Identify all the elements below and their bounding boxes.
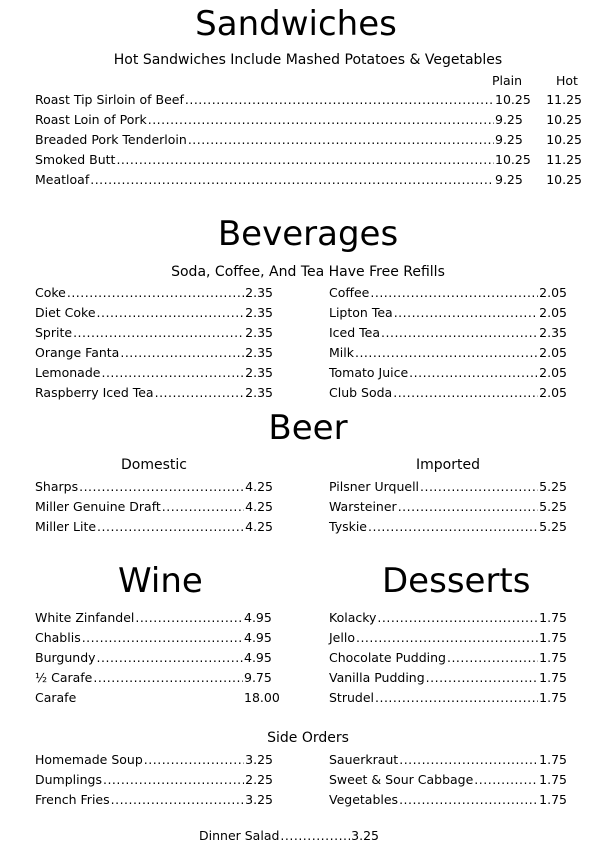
dessert-row (329, 608, 567, 628)
side-order-row (35, 750, 273, 770)
item-price: 1.75 (539, 792, 567, 807)
item-price: 2.35 (245, 325, 273, 340)
item-price: 5.25 (539, 479, 567, 494)
item-name: Diet Coke (35, 305, 96, 320)
item-price: 1.75 (539, 752, 567, 767)
item-price: 9.75 (244, 670, 272, 685)
sandwiches-subtitle: Hot Sandwiches Include Mashed Potatoes & Vegetables (113, 52, 503, 68)
leader-dots (144, 750, 244, 770)
wine-title: Wine (118, 561, 203, 601)
leader-dots (356, 628, 538, 648)
hot-price: 11.25 (546, 92, 582, 107)
sandwich-row (35, 150, 582, 170)
leader-dots (368, 517, 538, 537)
leader-dots (188, 130, 494, 150)
beverage-row (35, 303, 273, 323)
item-name: Milk (329, 345, 354, 360)
side-order-row (35, 770, 273, 790)
plain-price: 9.25 (495, 112, 523, 127)
item-name: Burgundy (35, 650, 96, 665)
plain-price: 10.25 (495, 152, 531, 167)
item-name: Carafe (35, 690, 77, 705)
item-price: 1.75 (539, 630, 567, 645)
leader-dots (73, 323, 244, 343)
side-order-row (329, 750, 567, 770)
leader-dots (377, 608, 538, 628)
leader-dots (101, 363, 244, 383)
item-name: Coke (35, 285, 66, 300)
item-name: Meatloaf (35, 172, 90, 187)
leader-dots (162, 497, 244, 517)
item-name: Coffee (329, 285, 370, 300)
imported-label: Imported (416, 457, 480, 473)
item-price: 2.05 (539, 305, 567, 320)
leader-dots (111, 790, 245, 810)
item-price: 5.25 (539, 519, 567, 534)
beer-row (329, 477, 567, 497)
plain-price: 9.25 (495, 132, 523, 147)
item-name: Lipton Tea (329, 305, 393, 320)
beer-row (329, 517, 567, 537)
item-price: 2.35 (245, 285, 273, 300)
leader-dots (97, 517, 244, 537)
item-price: 4.25 (245, 499, 273, 514)
item-name: Kolacky (329, 610, 377, 625)
leader-dots (420, 477, 538, 497)
leader-dots (135, 608, 243, 628)
wine-row (35, 608, 282, 628)
side-order-row (329, 770, 567, 790)
item-name: Strudel (329, 690, 374, 705)
item-price: 2.05 (539, 385, 567, 400)
item-name: Warsteiner (329, 499, 397, 514)
hot-price: 10.25 (546, 112, 582, 127)
leader-dots (79, 477, 244, 497)
item-name: Orange Fanta (35, 345, 120, 360)
item-name: Homemade Soup (35, 752, 143, 767)
leader-dots (97, 648, 243, 668)
item-name: Club Soda (329, 385, 393, 400)
item-name: Sweet & Sour Cabbage (329, 772, 474, 787)
beer-row (35, 477, 273, 497)
beverage-row (329, 343, 567, 363)
hot-price: 11.25 (546, 152, 582, 167)
item-name: Jello (329, 630, 355, 645)
item-name: Miller Genuine Draft (35, 499, 161, 514)
beer-title: Beer (268, 408, 348, 448)
hot-column-header: Hot (556, 73, 578, 88)
leader-dots (381, 323, 538, 343)
item-name: Vanilla Pudding (329, 670, 425, 685)
item-price: 1.75 (539, 690, 567, 705)
item-price: 4.95 (244, 650, 272, 665)
item-name: Tomato Juice (329, 365, 409, 380)
plain-price: 9.25 (495, 172, 523, 187)
item-price: 2.35 (245, 365, 273, 380)
wine-row (35, 668, 282, 688)
item-name: Raspberry Iced Tea (35, 385, 154, 400)
wine-row (35, 628, 282, 648)
item-price: 18.00 (244, 690, 280, 705)
wine-row (35, 688, 282, 708)
item-name: French Fries (35, 792, 110, 807)
leader-dots (355, 343, 538, 363)
leader-dots (409, 363, 538, 383)
item-name: Tyskie (329, 519, 368, 534)
beverage-row (329, 303, 567, 323)
wine-row (35, 648, 282, 668)
item-name: Chocolate Pudding (329, 650, 446, 665)
leader-dots (82, 628, 243, 648)
item-price: 1.75 (539, 772, 567, 787)
side-order-row (35, 790, 273, 810)
item-price: 2.35 (539, 325, 567, 340)
leader-dots (155, 383, 245, 403)
leader-dots (148, 110, 494, 130)
beverage-row (35, 283, 273, 303)
beverage-row (329, 363, 567, 383)
item-price: 2.05 (539, 365, 567, 380)
item-price: 4.95 (244, 610, 272, 625)
beer-row (329, 497, 567, 517)
item-name: Roast Tip Sirloin of Beef (35, 92, 184, 107)
plain-column-header: Plain (492, 73, 523, 88)
side-order-row (329, 790, 567, 810)
dessert-row (329, 688, 567, 708)
item-name: Sprite (35, 325, 73, 340)
beverage-row (329, 283, 567, 303)
item-name: Pilsner Urquell (329, 479, 420, 494)
item-name: Sauerkraut (329, 752, 399, 767)
item-name: Dumplings (35, 772, 102, 787)
leader-dots (370, 283, 538, 303)
leader-dots (93, 668, 243, 688)
sandwich-row (35, 110, 582, 130)
item-price: 2.05 (539, 345, 567, 360)
item-price: 4.25 (245, 519, 273, 534)
dinner-salad-row (199, 826, 379, 846)
leader-dots (116, 150, 494, 170)
domestic-label: Domestic (121, 457, 187, 473)
item-price: 1.75 (539, 670, 567, 685)
item-price: 4.95 (244, 630, 272, 645)
leader-dots (67, 283, 244, 303)
desserts-title: Desserts (382, 561, 531, 601)
beverage-row (329, 323, 567, 343)
leader-dots (120, 343, 244, 363)
item-price: 3.25 (245, 792, 273, 807)
beverage-row (35, 383, 273, 403)
item-price: 2.35 (245, 345, 273, 360)
leader-dots (399, 790, 538, 810)
leader-dots (97, 303, 245, 323)
dessert-row (329, 668, 567, 688)
beverages-subtitle: Soda, Coffee, And Tea Have Free Refills (171, 264, 445, 280)
item-name: Iced Tea (329, 325, 381, 340)
item-name: Miller Lite (35, 519, 97, 534)
hot-price: 10.25 (546, 132, 582, 147)
sandwich-row (35, 90, 582, 110)
leader-dots (474, 770, 538, 790)
leader-dots (393, 383, 538, 403)
item-name: Dinner Salad (199, 828, 280, 843)
item-name: Chablis (35, 630, 81, 645)
sandwich-row (35, 170, 582, 190)
dessert-row (329, 648, 567, 668)
plain-price: 10.25 (495, 92, 531, 107)
leader-dots (90, 170, 494, 190)
item-price: 4.25 (245, 479, 273, 494)
item-name: Breaded Pork Tenderloin (35, 132, 187, 147)
beer-row (35, 517, 273, 537)
leader-dots (185, 90, 494, 110)
item-name: Lemonade (35, 365, 101, 380)
hot-price: 10.25 (546, 172, 582, 187)
item-name: Smoked Butt (35, 152, 116, 167)
leader-dots (447, 648, 538, 668)
dessert-row (329, 628, 567, 648)
sandwiches-title: Sandwiches (195, 4, 397, 44)
beverage-row (35, 363, 273, 383)
leader-dots (426, 668, 539, 688)
item-name: Sharps (35, 479, 79, 494)
beverage-row (35, 323, 273, 343)
sandwich-row (35, 130, 582, 150)
beer-row (35, 497, 273, 517)
leader-dots (399, 750, 538, 770)
item-price: 2.35 (245, 385, 273, 400)
leader-dots (394, 303, 538, 323)
item-price: 2.35 (245, 305, 273, 320)
item-name: ½ Carafe (35, 670, 93, 685)
item-name: Roast Loin of Pork (35, 112, 147, 127)
leader-dots (398, 497, 538, 517)
item-name: Vegetables (329, 792, 399, 807)
item-price: 5.25 (539, 499, 567, 514)
leader-dots (280, 826, 350, 846)
beverage-row (329, 383, 567, 403)
beverages-title: Beverages (217, 214, 399, 254)
leader-dots (103, 770, 244, 790)
item-price: 3.25 (351, 828, 379, 843)
beverage-row (35, 343, 273, 363)
item-name: White Zinfandel (35, 610, 135, 625)
leader-dots (375, 688, 538, 708)
item-price: 1.75 (539, 650, 567, 665)
side-orders-title: Side Orders (267, 730, 349, 746)
item-price: 2.05 (539, 285, 567, 300)
item-price: 1.75 (539, 610, 567, 625)
item-price: 2.25 (245, 772, 273, 787)
item-price: 3.25 (245, 752, 273, 767)
